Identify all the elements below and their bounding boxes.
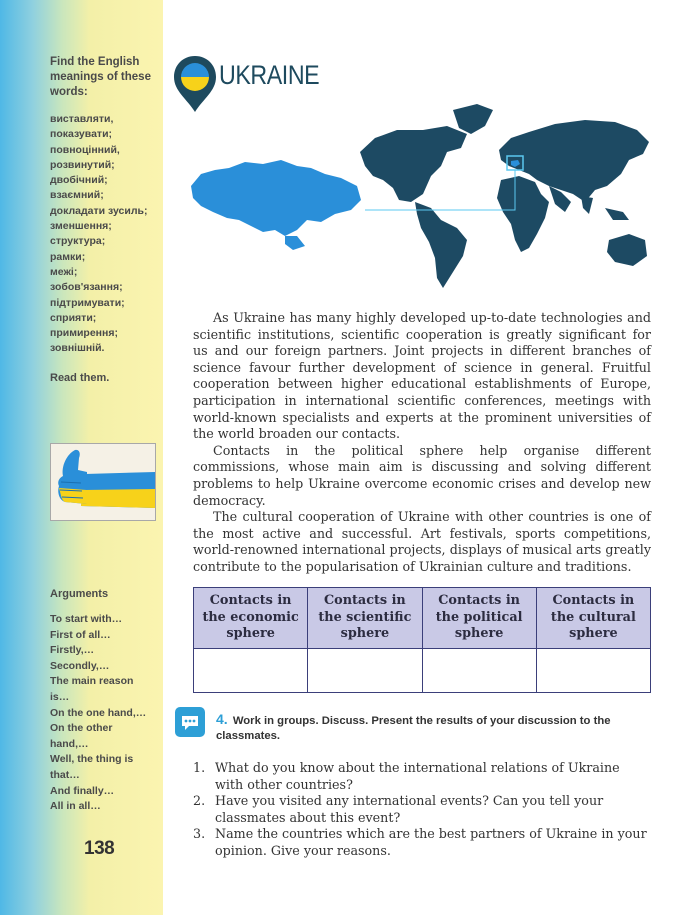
- vocab-word: показувати;: [50, 128, 113, 141]
- table-cell-empty[interactable]: [536, 649, 650, 693]
- task-instruction: [216, 712, 656, 744]
- sidebar: [0, 0, 163, 915]
- table-header-cell: Contacts in the cultural sphere: [536, 588, 650, 649]
- vocab-word: докладати зусиль;: [50, 204, 148, 217]
- page-number: 138: [84, 838, 115, 859]
- argument-phrase: And finally…: [50, 784, 115, 797]
- argument-phrase: Well, the thing is: [50, 753, 134, 766]
- article-text: [193, 310, 651, 576]
- contacts-table: [193, 587, 651, 693]
- arguments-heading: Arguments: [50, 588, 109, 600]
- argument-phrase: First of all…: [50, 628, 111, 641]
- table-header-cell: Contacts in the political sphere: [422, 588, 536, 649]
- vocab-word: рамки;: [50, 250, 86, 263]
- vocab-word: зменшення;: [50, 220, 112, 233]
- table-cell-empty[interactable]: [194, 649, 308, 693]
- argument-phrase: Firstly,…: [50, 644, 95, 657]
- africa-shape: [497, 176, 549, 252]
- paragraph: Contacts in the political sphere help organise different commissions, whose main aim is discussing and solving different problems to help Ukraine overcome economic crises and develop new democracy.: [193, 442, 651, 508]
- question-text: Name the countries which are the best partners of Ukraine in your opinion. Give your reasons.: [215, 826, 647, 858]
- vocab-word: розвинутий;: [50, 158, 115, 171]
- greenland-shape: [453, 104, 493, 134]
- argument-phrase: All in all…: [50, 800, 101, 813]
- vocab-word: сприяти;: [50, 311, 97, 324]
- thumbs-up-flag-image: [50, 443, 156, 521]
- question-text: Have you visited any international events? Can you tell your classmates about this event?: [215, 793, 604, 825]
- south-america-shape: [415, 202, 467, 288]
- ukraine-map-shape: [191, 160, 361, 236]
- vocab-word: структура;: [50, 235, 106, 248]
- argument-phrase: is…: [50, 690, 70, 703]
- table-row: [194, 649, 651, 693]
- page-title: UKRAINE: [219, 60, 320, 90]
- vocab-word: виставляти,: [50, 113, 114, 125]
- argument-phrase: On the other: [50, 722, 113, 735]
- arguments-list: [50, 612, 158, 815]
- vocab-word: примирення;: [50, 327, 118, 340]
- paragraph: The cultural cooperation of Ukraine with other countries is one of the most active and successful. Art festivals, sports competitions, world-renowned international projects, displays of musical arts greatly contribute to the popularisation of Ukrainian culture and traditions.: [193, 509, 651, 574]
- argument-phrase: The main reason: [50, 675, 134, 688]
- argument-phrase: hand,…: [50, 737, 89, 750]
- table-cell-empty[interactable]: [422, 649, 536, 693]
- table-header-cell: Contacts in the scientific sphere: [308, 588, 422, 649]
- paragraph: As Ukraine has many highly developed up-to-date technologies and scientific institutions, scientific cooperation is greatly significant for us and our foreign partners. Joint projects in different branches of science favour further development of science in general. Fruitful cooperation between higher educational establishments of Europe, participation in international scientific conferences, meetings with world-known specialists and experts at the prominent universities of the world broaden our contacts.: [193, 310, 651, 442]
- question-item: [193, 793, 651, 826]
- world-map-illustration: [185, 90, 655, 295]
- argument-phrase: On the one hand,…: [50, 706, 147, 719]
- discussion-chat-icon: [175, 707, 205, 737]
- table-header-cell: Contacts in the economic sphere: [194, 588, 308, 649]
- question-item: [193, 826, 651, 859]
- vocab-word: взаємний;: [50, 189, 104, 202]
- argument-phrase: that…: [50, 768, 80, 781]
- read-them-label: Read them.: [50, 372, 110, 384]
- question-number: 2.: [193, 793, 206, 809]
- vocabulary-list: [50, 112, 158, 357]
- question-text: What do you know about the international relations of Ukraine with other countries?: [215, 760, 620, 792]
- vocab-word: двобічний;: [50, 174, 108, 187]
- vocab-word: межі;: [50, 265, 78, 278]
- question-item: [193, 760, 651, 793]
- sidebar-heading: Find the English meanings of these words:: [50, 56, 151, 98]
- thumbs-up-icon: [51, 444, 155, 520]
- vocab-word: повноцінний,: [50, 143, 120, 156]
- north-america-shape: [360, 126, 467, 202]
- task-number: 4.: [216, 711, 228, 727]
- vocab-word: зобов'язання;: [50, 281, 123, 294]
- task-text: Work in groups. Discuss. Present the results of your discussion to the classmates.: [216, 715, 611, 742]
- vocab-word: зовнішній.: [50, 342, 105, 355]
- questions-list: [193, 760, 651, 860]
- argument-phrase: To start with…: [50, 613, 123, 625]
- australia-shape: [607, 234, 647, 266]
- table-header-row: [194, 588, 651, 649]
- question-number: 3.: [193, 826, 206, 842]
- argument-phrase: Secondly,…: [50, 659, 110, 672]
- vocab-word: підтримувати;: [50, 296, 125, 309]
- table-cell-empty[interactable]: [308, 649, 422, 693]
- question-number: 1.: [193, 760, 206, 775]
